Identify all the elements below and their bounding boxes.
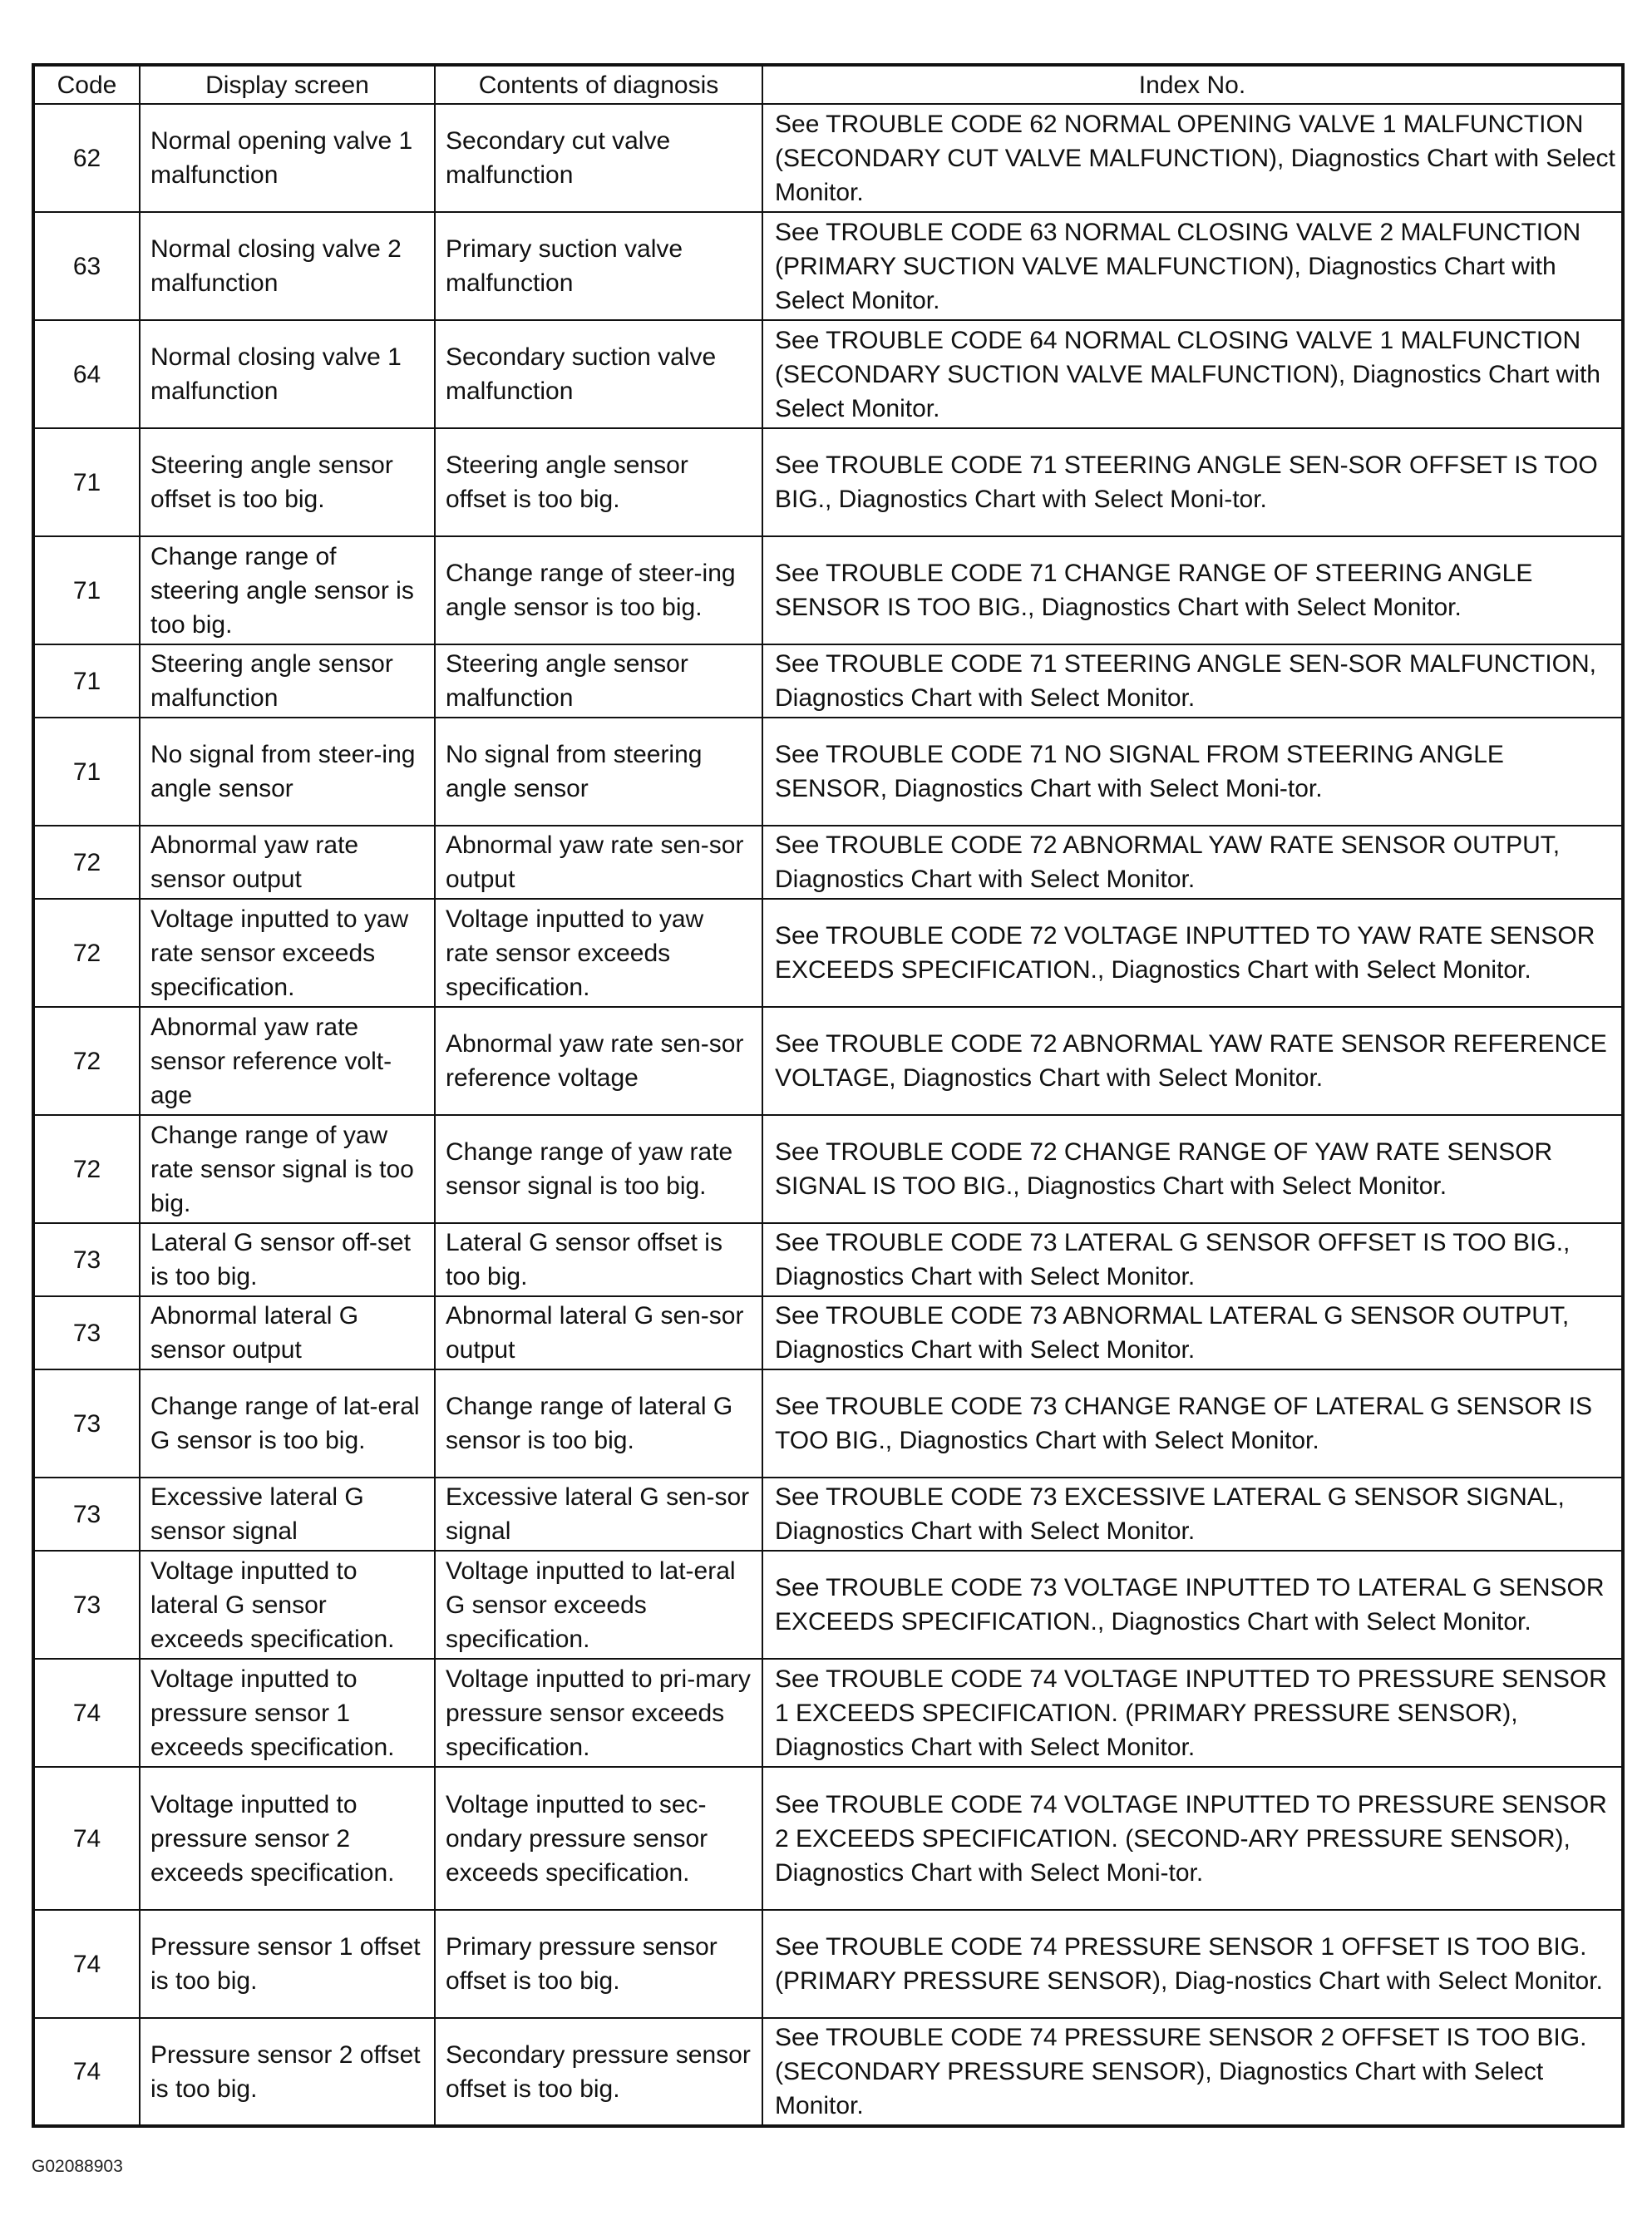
cell-index-no: See TROUBLE CODE 73 CHANGE RANGE OF LATERAL G SENSOR IS TOO BIG., Diagnostics Chart with Select Monitor. xyxy=(762,1369,1623,1478)
cell-code: 72 xyxy=(33,1007,140,1115)
cell-code: 71 xyxy=(33,718,140,826)
cell-code: 74 xyxy=(33,1910,140,2018)
cell-contents-of-diagnosis: Change range of steer-ing angle sensor is too big. xyxy=(435,536,762,644)
cell-index-no: See TROUBLE CODE 74 VOLTAGE INPUTTED TO PRESSURE SENSOR 1 EXCEEDS SPECIFICATION. (PRIMARY PRESSURE SENSOR), Diagnostics Chart with Select Monitor. xyxy=(762,1659,1623,1767)
cell-index-no: See TROUBLE CODE 73 EXCESSIVE LATERAL G SENSOR SIGNAL, Diagnostics Chart with Select Monitor. xyxy=(762,1478,1623,1551)
cell-display-screen: Pressure sensor 1 offset is too big. xyxy=(140,1910,435,2018)
table-header-row xyxy=(33,65,1623,104)
cell-index-no: See TROUBLE CODE 72 ABNORMAL YAW RATE SENSOR REFERENCE VOLTAGE, Diagnostics Chart with Select Monitor. xyxy=(762,1007,1623,1115)
cell-display-screen: Steering angle sensor malfunction xyxy=(140,644,435,718)
cell-index-no: See TROUBLE CODE 62 NORMAL OPENING VALVE 1 MALFUNCTION (SECONDARY CUT VALVE MALFUNCTION), Diagnostics Chart with Select Monitor. xyxy=(762,104,1623,212)
cell-contents-of-diagnosis: Voltage inputted to sec-ondary pressure sensor exceeds specification. xyxy=(435,1767,762,1910)
table-row xyxy=(33,1478,1623,1551)
cell-code: 73 xyxy=(33,1369,140,1478)
table-row xyxy=(33,1296,1623,1369)
cell-index-no: See TROUBLE CODE 71 CHANGE RANGE OF STEERING ANGLE SENSOR IS TOO BIG., Diagnostics Chart with Select Monitor. xyxy=(762,536,1623,644)
cell-contents-of-diagnosis: Voltage inputted to lat-eral G sensor exceeds specification. xyxy=(435,1551,762,1659)
table-row xyxy=(33,718,1623,826)
table-row xyxy=(33,428,1623,536)
table-row xyxy=(33,1007,1623,1115)
table-row xyxy=(33,1223,1623,1296)
cell-code: 71 xyxy=(33,536,140,644)
header-index-no: Index No. xyxy=(762,65,1623,104)
cell-code: 73 xyxy=(33,1551,140,1659)
cell-display-screen: Lateral G sensor off-set is too big. xyxy=(140,1223,435,1296)
cell-display-screen: Change range of steering angle sensor is too big. xyxy=(140,536,435,644)
cell-contents-of-diagnosis: Abnormal yaw rate sen-sor reference voltage xyxy=(435,1007,762,1115)
table-body xyxy=(33,104,1623,2126)
cell-code: 63 xyxy=(33,212,140,320)
cell-contents-of-diagnosis: Change range of yaw rate sensor signal is too big. xyxy=(435,1115,762,1223)
cell-contents-of-diagnosis: No signal from steering angle sensor xyxy=(435,718,762,826)
cell-display-screen: Voltage inputted to pressure sensor 2 exceeds specification. xyxy=(140,1767,435,1910)
cell-index-no: See TROUBLE CODE 73 LATERAL G SENSOR OFFSET IS TOO BIG., Diagnostics Chart with Select Monitor. xyxy=(762,1223,1623,1296)
header-contents-of-diagnosis: Contents of diagnosis xyxy=(435,65,762,104)
cell-index-no: See TROUBLE CODE 73 VOLTAGE INPUTTED TO LATERAL G SENSOR EXCEEDS SPECIFICATION., Diagnostics Chart with Select Monitor. xyxy=(762,1551,1623,1659)
table-row xyxy=(33,1910,1623,2018)
table-row xyxy=(33,899,1623,1007)
cell-code: 74 xyxy=(33,1659,140,1767)
cell-display-screen: Abnormal yaw rate sensor output xyxy=(140,826,435,899)
table-row xyxy=(33,212,1623,320)
cell-index-no: See TROUBLE CODE 73 ABNORMAL LATERAL G SENSOR OUTPUT, Diagnostics Chart with Select Monitor. xyxy=(762,1296,1623,1369)
header-display-screen: Display screen xyxy=(140,65,435,104)
table-row xyxy=(33,1659,1623,1767)
cell-index-no: See TROUBLE CODE 71 STEERING ANGLE SEN-SOR OFFSET IS TOO BIG., Diagnostics Chart with Select Moni-tor. xyxy=(762,428,1623,536)
cell-display-screen: Voltage inputted to lateral G sensor exceeds specification. xyxy=(140,1551,435,1659)
cell-code: 64 xyxy=(33,320,140,428)
cell-index-no: See TROUBLE CODE 71 STEERING ANGLE SEN-SOR MALFUNCTION, Diagnostics Chart with Select Monitor. xyxy=(762,644,1623,718)
cell-display-screen: Normal closing valve 2 malfunction xyxy=(140,212,435,320)
cell-display-screen: Normal closing valve 1 malfunction xyxy=(140,320,435,428)
cell-code: 73 xyxy=(33,1478,140,1551)
cell-index-no: See TROUBLE CODE 72 ABNORMAL YAW RATE SENSOR OUTPUT, Diagnostics Chart with Select Monitor. xyxy=(762,826,1623,899)
cell-code: 73 xyxy=(33,1223,140,1296)
table-row xyxy=(33,826,1623,899)
cell-index-no: See TROUBLE CODE 63 NORMAL CLOSING VALVE 2 MALFUNCTION (PRIMARY SUCTION VALVE MALFUNCTION), Diagnostics Chart with Select Monitor. xyxy=(762,212,1623,320)
table-row xyxy=(33,2018,1623,2126)
table-row xyxy=(33,644,1623,718)
cell-code: 74 xyxy=(33,1767,140,1910)
cell-contents-of-diagnosis: Voltage inputted to pri-mary pressure sensor exceeds specification. xyxy=(435,1659,762,1767)
cell-index-no: See TROUBLE CODE 74 PRESSURE SENSOR 2 OFFSET IS TOO BIG. (SECONDARY PRESSURE SENSOR), Diagnostics Chart with Select Monitor. xyxy=(762,2018,1623,2126)
cell-display-screen: Change range of yaw rate sensor signal is too big. xyxy=(140,1115,435,1223)
cell-code: 74 xyxy=(33,2018,140,2126)
cell-code: 72 xyxy=(33,899,140,1007)
table-row xyxy=(33,1551,1623,1659)
table-row xyxy=(33,320,1623,428)
cell-index-no: See TROUBLE CODE 71 NO SIGNAL FROM STEERING ANGLE SENSOR, Diagnostics Chart with Select Moni-tor. xyxy=(762,718,1623,826)
table-row xyxy=(33,1369,1623,1478)
cell-index-no: See TROUBLE CODE 64 NORMAL CLOSING VALVE 1 MALFUNCTION (SECONDARY SUCTION VALVE MALFUNCTION), Diagnostics Chart with Select Monitor. xyxy=(762,320,1623,428)
cell-index-no: See TROUBLE CODE 74 VOLTAGE INPUTTED TO PRESSURE SENSOR 2 EXCEEDS SPECIFICATION. (SECOND-ARY PRESSURE SENSOR), Diagnostics Chart with Select Moni-tor. xyxy=(762,1767,1623,1910)
cell-contents-of-diagnosis: Excessive lateral G sen-sor signal xyxy=(435,1478,762,1551)
table-row xyxy=(33,536,1623,644)
cell-display-screen: Pressure sensor 2 offset is too big. xyxy=(140,2018,435,2126)
cell-contents-of-diagnosis: Secondary cut valve malfunction xyxy=(435,104,762,212)
cell-contents-of-diagnosis: Change range of lateral G sensor is too big. xyxy=(435,1369,762,1478)
cell-contents-of-diagnosis: Primary pressure sensor offset is too big. xyxy=(435,1910,762,2018)
table-row xyxy=(33,1115,1623,1223)
cell-contents-of-diagnosis: Secondary pressure sensor offset is too big. xyxy=(435,2018,762,2126)
cell-contents-of-diagnosis: Abnormal lateral G sen-sor output xyxy=(435,1296,762,1369)
cell-display-screen: Voltage inputted to pressure sensor 1 exceeds specification. xyxy=(140,1659,435,1767)
cell-index-no: See TROUBLE CODE 72 CHANGE RANGE OF YAW RATE SENSOR SIGNAL IS TOO BIG., Diagnostics Chart with Select Monitor. xyxy=(762,1115,1623,1223)
cell-contents-of-diagnosis: Primary suction valve malfunction xyxy=(435,212,762,320)
cell-display-screen: No signal from steer-ing angle sensor xyxy=(140,718,435,826)
cell-code: 62 xyxy=(33,104,140,212)
cell-display-screen: Voltage inputted to yaw rate sensor exceeds specification. xyxy=(140,899,435,1007)
header-code: Code xyxy=(33,65,140,104)
cell-contents-of-diagnosis: Secondary suction valve malfunction xyxy=(435,320,762,428)
cell-code: 72 xyxy=(33,1115,140,1223)
table-row xyxy=(33,1767,1623,1910)
cell-contents-of-diagnosis: Abnormal yaw rate sen-sor output xyxy=(435,826,762,899)
figure-id: G02088903 xyxy=(32,2157,123,2176)
table-row xyxy=(33,104,1623,212)
cell-contents-of-diagnosis: Lateral G sensor offset is too big. xyxy=(435,1223,762,1296)
cell-contents-of-diagnosis: Voltage inputted to yaw rate sensor exceeds specification. xyxy=(435,899,762,1007)
cell-index-no: See TROUBLE CODE 72 VOLTAGE INPUTTED TO YAW RATE SENSOR EXCEEDS SPECIFICATION., Diagnostics Chart with Select Monitor. xyxy=(762,899,1623,1007)
cell-code: 72 xyxy=(33,826,140,899)
cell-contents-of-diagnosis: Steering angle sensor offset is too big. xyxy=(435,428,762,536)
trouble-code-table xyxy=(32,63,1625,2128)
cell-display-screen: Change range of lat-eral G sensor is too big. xyxy=(140,1369,435,1478)
cell-code: 71 xyxy=(33,644,140,718)
cell-display-screen: Abnormal lateral G sensor output xyxy=(140,1296,435,1369)
cell-display-screen: Excessive lateral G sensor signal xyxy=(140,1478,435,1551)
cell-code: 71 xyxy=(33,428,140,536)
cell-display-screen: Normal opening valve 1 malfunction xyxy=(140,104,435,212)
cell-contents-of-diagnosis: Steering angle sensor malfunction xyxy=(435,644,762,718)
cell-display-screen: Abnormal yaw rate sensor reference volt-age xyxy=(140,1007,435,1115)
cell-index-no: See TROUBLE CODE 74 PRESSURE SENSOR 1 OFFSET IS TOO BIG. (PRIMARY PRESSURE SENSOR), Diag-nostics Chart with Select Monitor. xyxy=(762,1910,1623,2018)
cell-code: 73 xyxy=(33,1296,140,1369)
cell-display-screen: Steering angle sensor offset is too big. xyxy=(140,428,435,536)
